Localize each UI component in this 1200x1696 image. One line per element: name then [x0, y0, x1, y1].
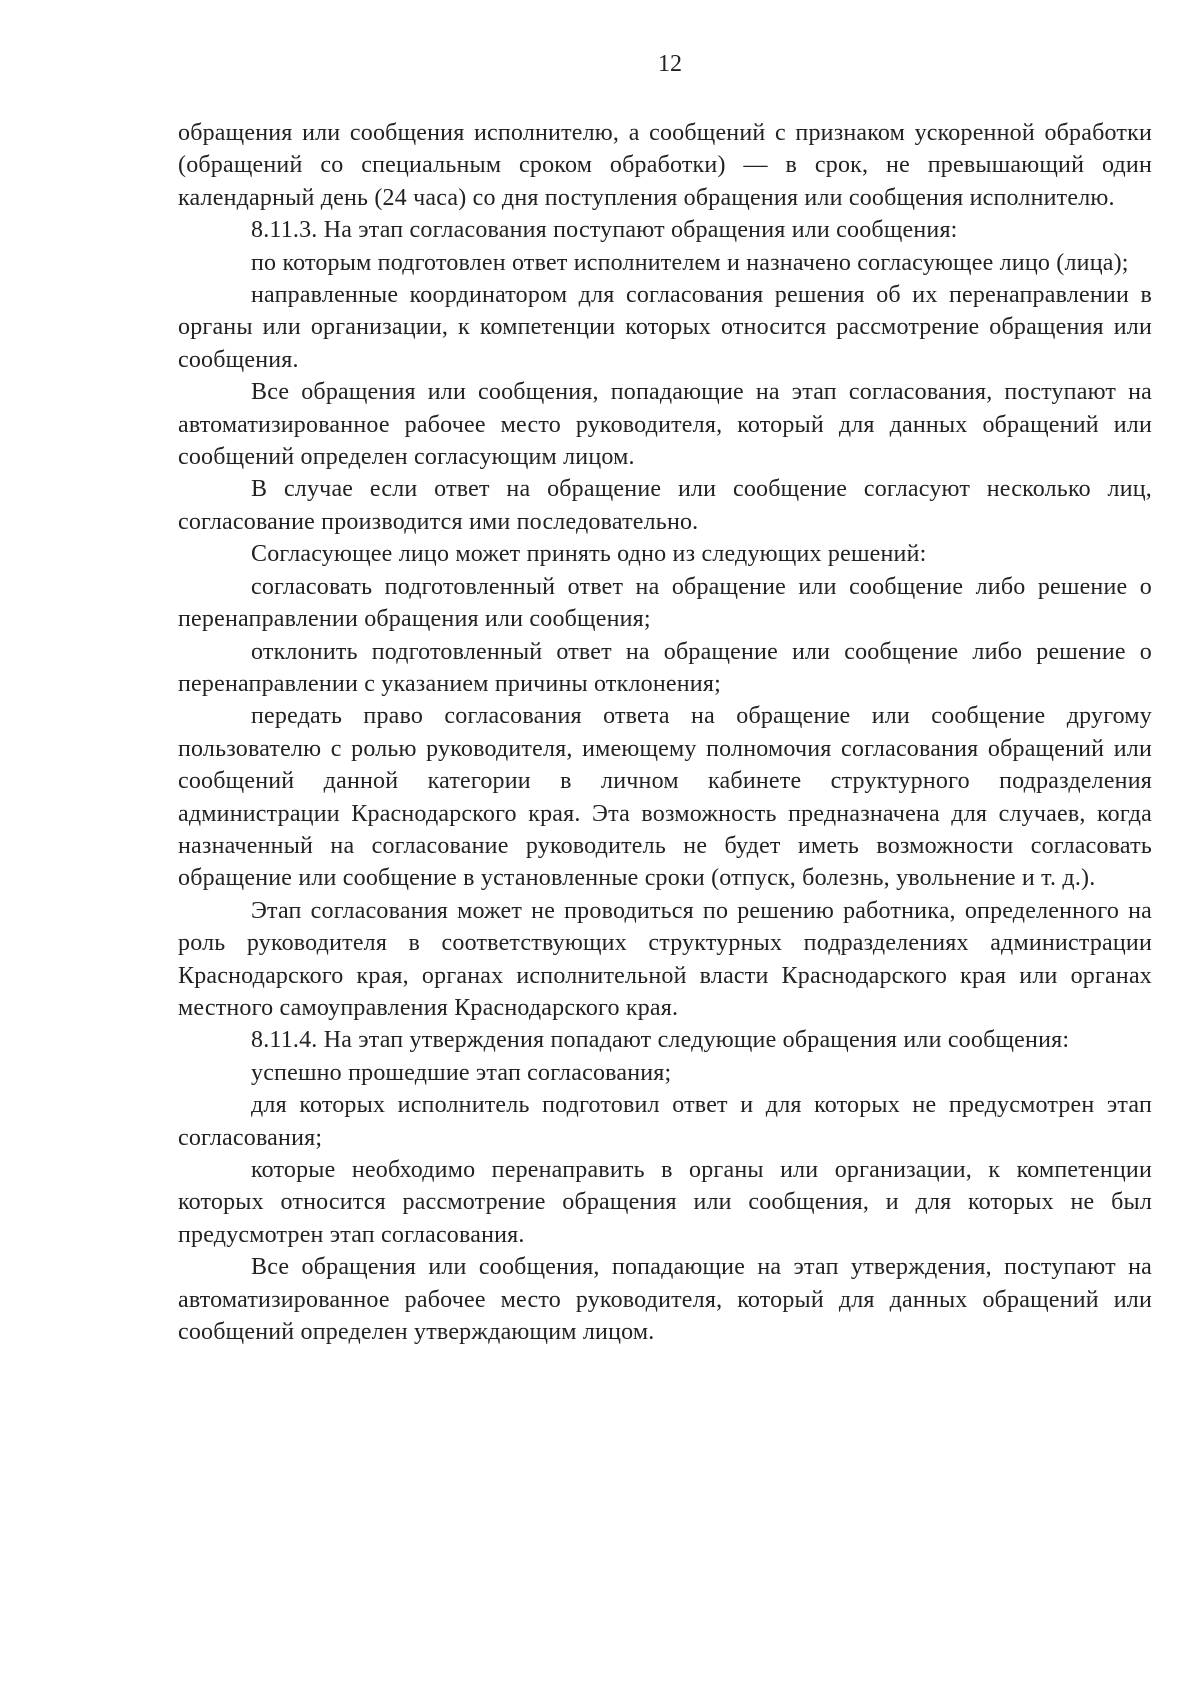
- paragraph: направленные координатором для согласования решения об их перенаправлении в органы или организации, к компетенции которых относится рассмотрение обращения или сообщения.: [178, 282, 1152, 373]
- paragraph: В случае если ответ на обращение или сообщение согласуют несколько лиц, согласование производится ими последовательно.: [178, 476, 1152, 535]
- paragraph: отклонить подготовленный ответ на обращение или сообщение либо решение о перенаправлении с указанием причины отклонения;: [178, 638, 1152, 697]
- paragraph: успешно прошедшие этап согласования;: [251, 1059, 672, 1086]
- paragraph: согласовать подготовленный ответ на обращение или сообщение либо решение о перенаправлении обращения или сообщения;: [178, 573, 1152, 633]
- paragraph: по которым подготовлен ответ исполнителем и назначено согласующее лицо (лица);: [251, 249, 1129, 276]
- paragraph: 8.11.4. На этап утверждения попадают следующие обращения или сообщения:: [251, 1027, 1070, 1054]
- paragraph: 8.11.3. На этап согласования поступают обращения или сообщения:: [251, 217, 958, 244]
- paragraph: для которых исполнитель подготовил ответ и для которых не предусмотрен этап согласования;: [178, 1092, 1152, 1151]
- paragraph: Все обращения или сообщения, попадающие на этап утверждения, поступают на автоматизированное рабочее место руководителя, который для данных обращений или сообщений определен утверждающим лицом.: [178, 1254, 1152, 1346]
- paragraph: обращения или сообщения исполнителю, а сообщений с признаком ускоренной обработки (обращений со специальным сроком обработки) — в срок, не превышающий один календарный день (24 часа) со дня поступления обращения или сообщения исполнителю.: [178, 120, 1152, 211]
- paragraph: Согласующее лицо может принять одно из следующих решений:: [251, 541, 927, 568]
- document-body: [178, 117, 1152, 1348]
- paragraph: Все обращения или сообщения, попадающие на этап согласования, поступают на автоматизированное рабочее место руководителя, который для данных обращений или сообщений определен согласующим лицом.: [178, 379, 1152, 471]
- page-number: 12: [658, 51, 682, 77]
- paragraph: которые необходимо перенаправить в органы или организации, к компетенции которых относится рассмотрение обращения или сообщения, и для которых не был предусмотрен этап согласования.: [178, 1157, 1152, 1248]
- paragraph: передать право согласования ответа на обращение или сообщение другому пользователю с ролью руководителя, имеющему полномочия согласования обращений или сообщений данной категории в личном кабинете структурного подразделения администрации Краснодарского края. Эта возможность предназначена для случаев, когда назначенный на согласование руководитель не будет иметь возможности согласовать обращение или сообщение в установленные сроки (отпуск, болезнь, увольнение и т. д.).: [178, 703, 1152, 892]
- paragraph: Этап согласования может не проводиться по решению работника, определенного на роль руководителя в соответствующих структурных подразделениях администрации Краснодарского края, органах исполнительной власти Краснодарского края или органах местного самоуправления Краснодарского края.: [178, 897, 1152, 1021]
